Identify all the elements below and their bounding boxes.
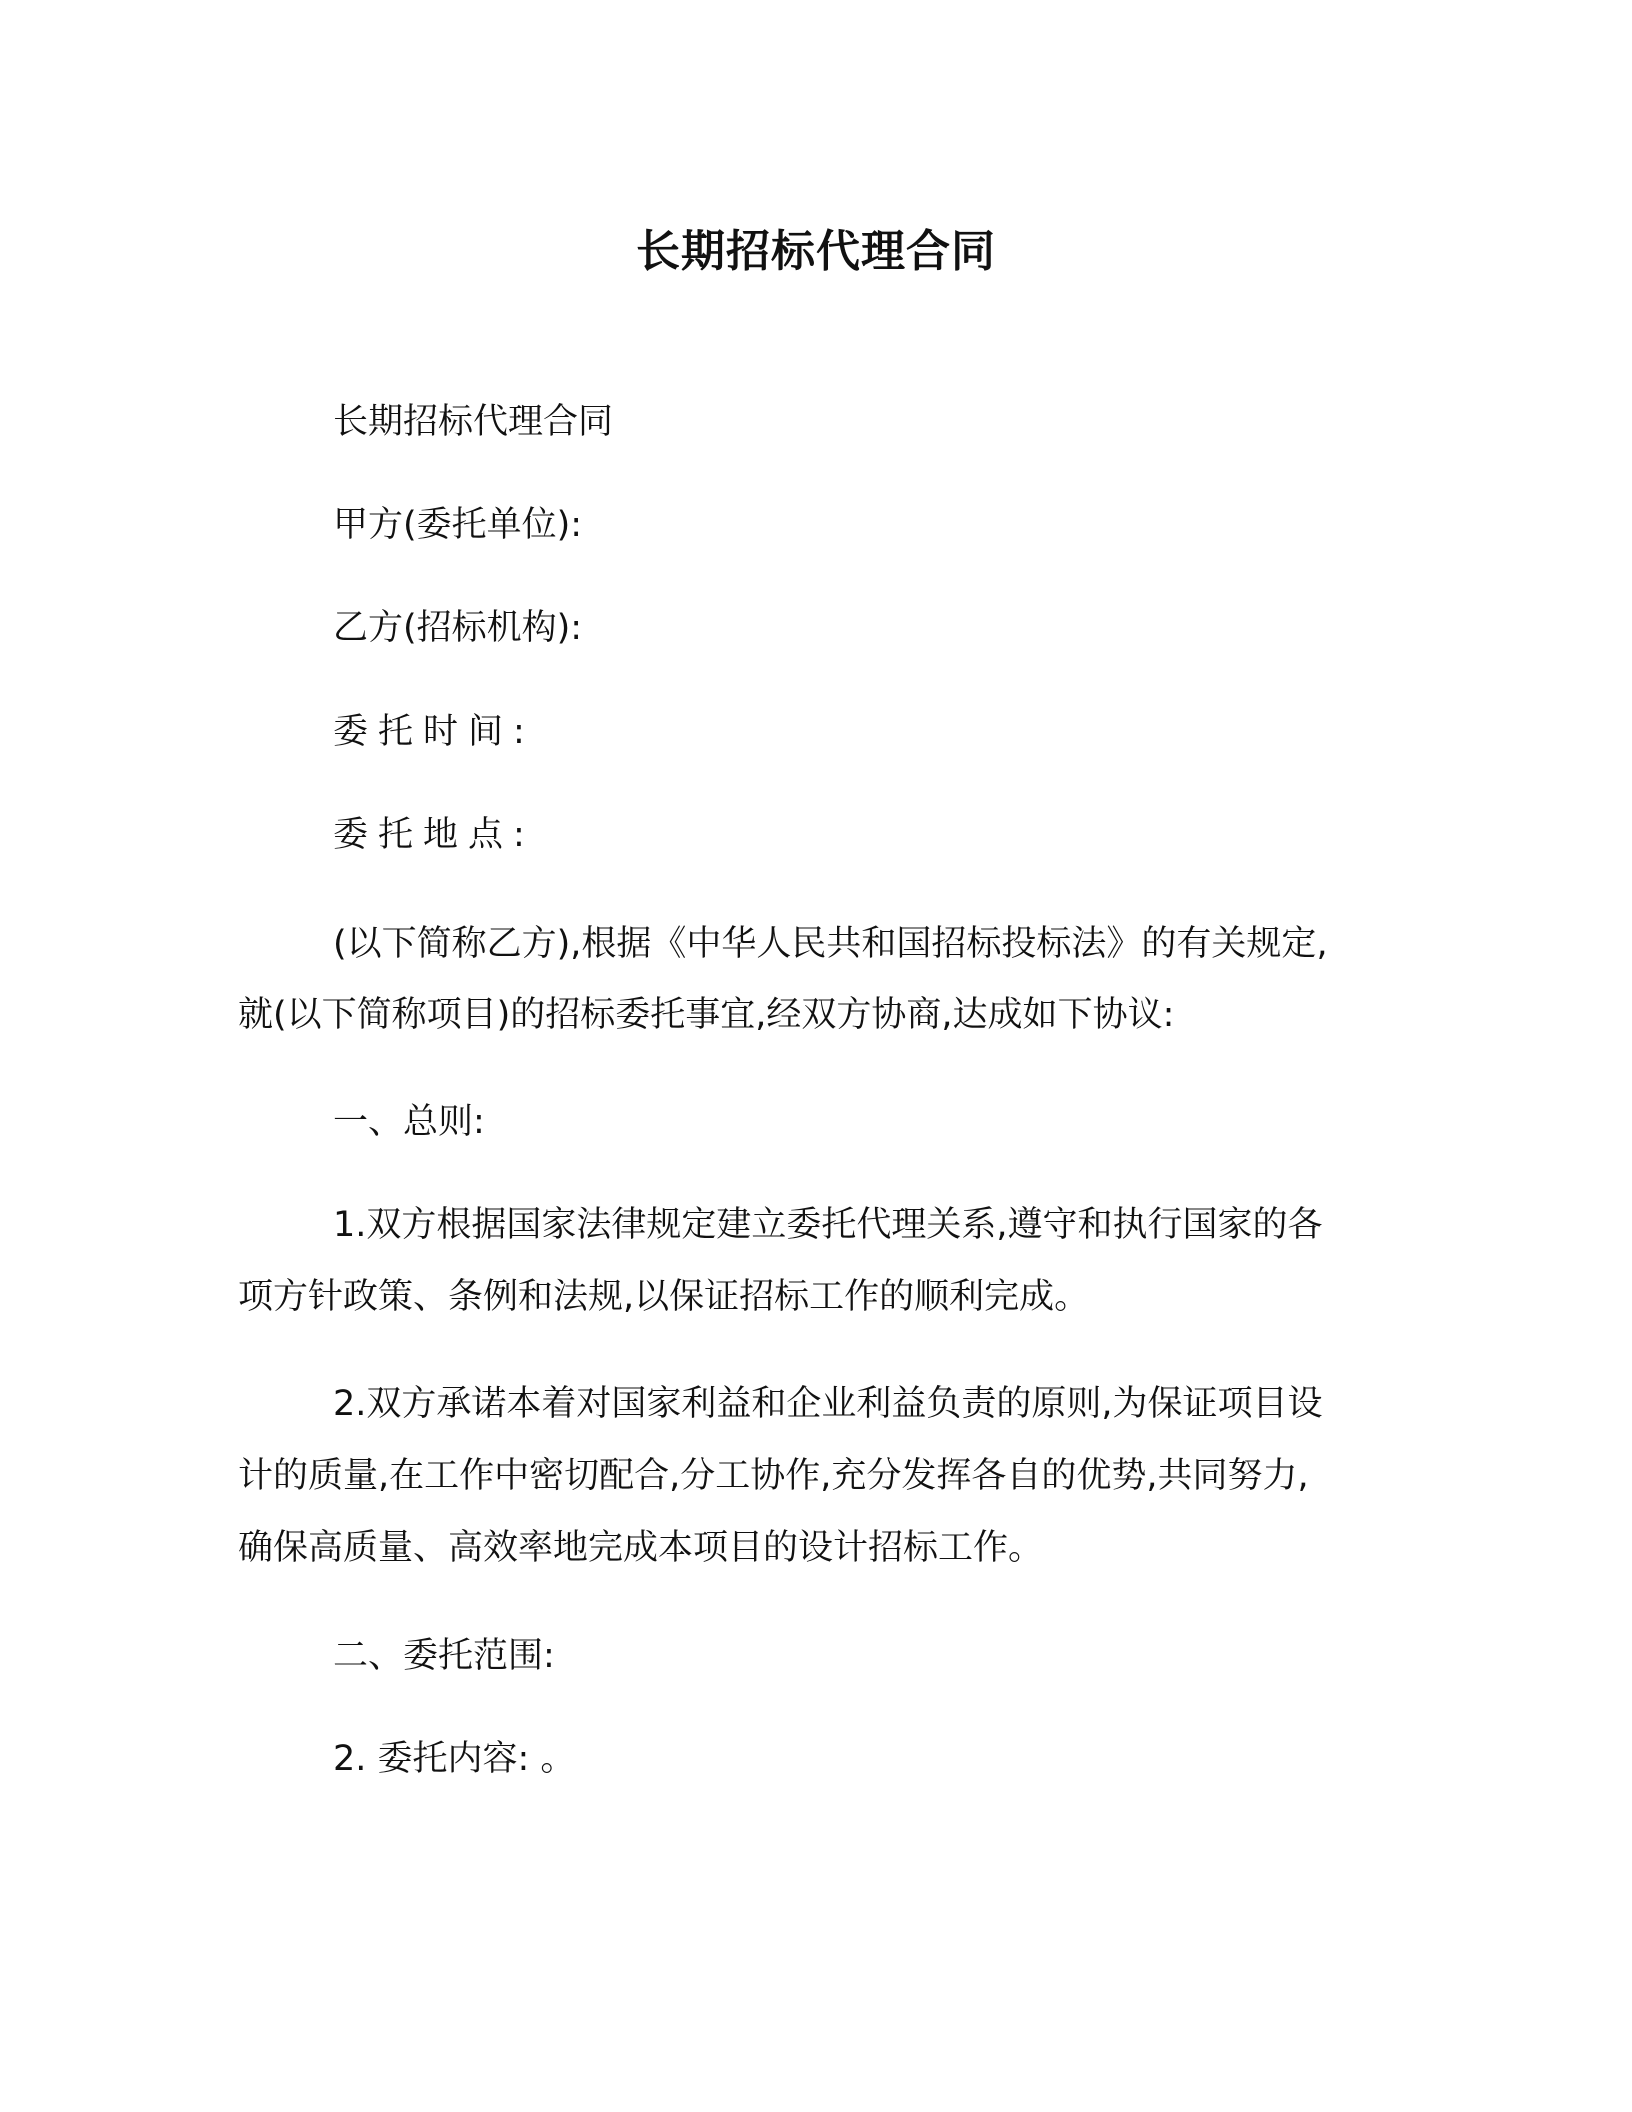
intro-line-2: 就(以下简称项目)的招标委托事宜,经双方协商,达成如下协议: [238,995,1175,1035]
clause-2-line-3: 确保高质量、高效率地完成本项目的设计招标工作。 [238,1528,1044,1568]
section-2-title: 二、委托范围: [333,1636,555,1676]
clause-1-line-1: 1.双方根据国家法律规定建立委托代理关系,遵守和执行国家的各 [333,1205,1323,1245]
clause-2-line-1: 2.双方承诺本着对国家利益和企业利益负责的原则,为保证项目设 [333,1384,1323,1424]
document-title: 长期招标代理合同 [636,226,996,277]
party-a-label: 甲方(委托单位): [333,505,583,545]
clause-1-line-2: 项方针政策、条例和法规,以保证招标工作的顺利完成。 [238,1277,1090,1317]
heading-repeat: 长期招标代理合同 [333,402,614,442]
entrust-time-label: 委托时间: [333,712,535,752]
entrust-place-label: 委托地点: [333,815,535,855]
clause-3: 2. 委托内容: 。 [333,1739,576,1779]
intro-line-1: (以下简称乙方),根据《中华人民共和国招标投标法》的有关规定, [333,924,1328,964]
party-b-label: 乙方(招标机构): [333,608,583,648]
clause-2-line-2: 计的质量,在工作中密切配合,分工协作,充分发挥各自的优势,共同努力, [238,1456,1309,1496]
section-1-title: 一、总则: [333,1102,485,1142]
